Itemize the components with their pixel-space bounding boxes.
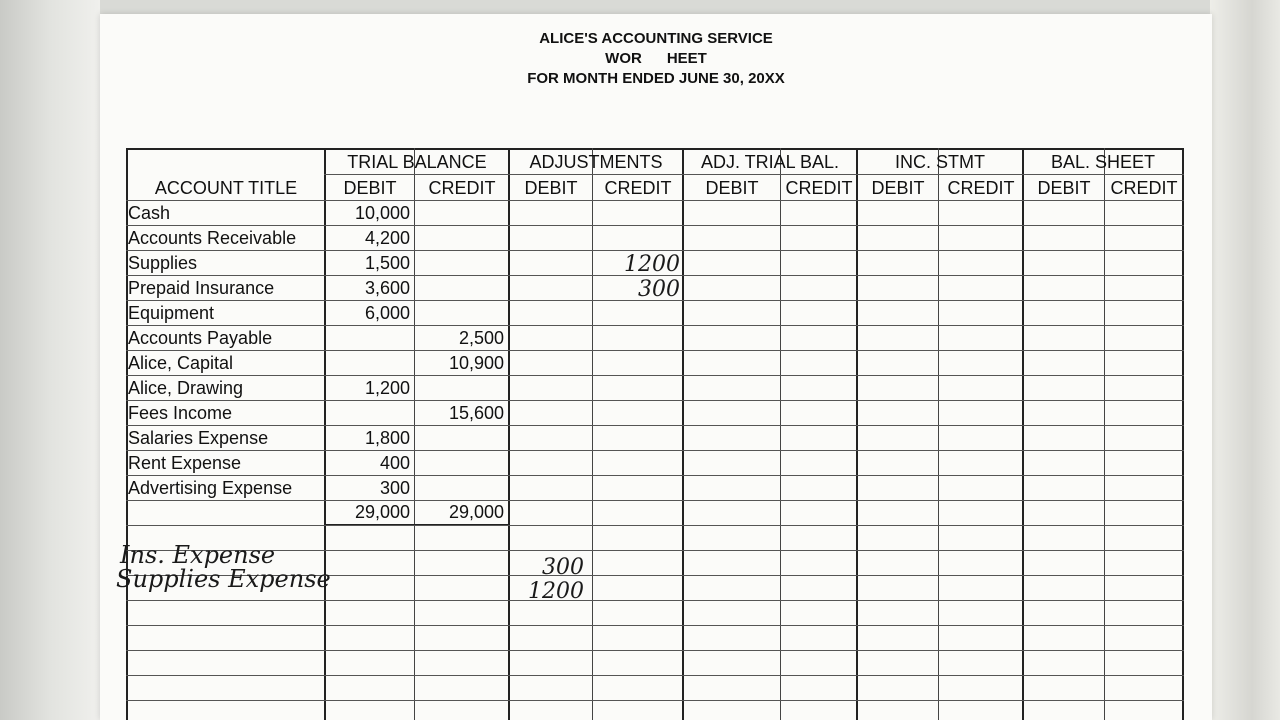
- group-inc-stmt: INC. STMT: [895, 152, 985, 172]
- account-title-alice-capital: Alice, Capital: [128, 353, 234, 373]
- account-title-accounts-payable: Accounts Payable: [128, 328, 273, 348]
- tb-debit-prepaid-insurance: 3,600: [364, 278, 410, 298]
- tb-credit-fees-income: 15,600: [448, 403, 504, 423]
- document-title: WOR HEET: [605, 50, 707, 67]
- group-trial-balance: TRIAL BALANCE: [347, 152, 487, 172]
- adj-credit-header: CREDIT: [604, 178, 672, 198]
- tb-credit-header: CREDIT: [428, 178, 496, 198]
- adj-debit-ins-expense: 300: [542, 555, 584, 580]
- added-account-supplies-expense: Supplies Expense: [116, 565, 331, 593]
- group-adjustments: ADJUSTMENTS: [529, 152, 663, 172]
- account-title-prepaid-insurance: Prepaid Insurance: [128, 278, 275, 298]
- account-title-advertising-expense: Advertising Expense: [128, 478, 293, 498]
- account-title-fees-income: Fees Income: [128, 403, 233, 423]
- bs-credit-header: CREDIT: [1110, 178, 1178, 198]
- tb-debit-supplies: 1,500: [364, 253, 410, 273]
- group-bal-sheet: BAL. SHEET: [1050, 152, 1156, 172]
- adj-debit-header: DEBIT: [524, 178, 578, 198]
- account-title-accounts-receivable: Accounts Receivable: [128, 228, 297, 248]
- group-adj-trial-bal: ADJ. TRIAL BAL.: [700, 152, 840, 172]
- adj-credit-prepaid-insurance: 300: [638, 277, 680, 302]
- right-frame: [1210, 0, 1280, 720]
- tb-debit-equipment: 6,000: [364, 303, 410, 323]
- tb-debit-rent-expense: 400: [379, 453, 410, 473]
- tb-credit-alice-capital: 10,900: [448, 353, 504, 373]
- adj-debit-supplies-expense: 1200: [528, 579, 584, 604]
- tb-credit-total: 29,000: [448, 502, 504, 522]
- adj-credit-supplies: 1200: [624, 252, 680, 277]
- account-title-salaries-expense: Salaries Expense: [128, 428, 269, 448]
- tb-debit-total: 29,000: [354, 502, 410, 522]
- account-title-supplies: Supplies: [128, 253, 198, 273]
- worksheet-grid: [116, 148, 1184, 720]
- added-account-ins-expense: Ins. Expense: [120, 541, 276, 569]
- tb-debit-accounts-receivable: 4,200: [364, 228, 410, 248]
- is-debit-header: DEBIT: [871, 178, 925, 198]
- tb-debit-alice-drawing: 1,200: [364, 378, 410, 398]
- account-title-equipment: Equipment: [128, 303, 215, 323]
- left-frame: [0, 0, 100, 720]
- tb-debit-salaries-expense: 1,800: [364, 428, 410, 448]
- account-title-rent-expense: Rent Expense: [128, 453, 242, 473]
- tb-credit-accounts-payable: 2,500: [458, 328, 504, 348]
- company-name: ALICE'S ACCOUNTING SERVICE: [539, 30, 773, 47]
- tb-debit-header: DEBIT: [343, 178, 397, 198]
- period-line: FOR MONTH ENDED JUNE 30, 20XX: [527, 70, 785, 87]
- tb-debit-cash: 10,000: [354, 203, 410, 223]
- atb-credit-header: CREDIT: [785, 178, 853, 198]
- account-title-alice-drawing: Alice, Drawing: [128, 378, 244, 398]
- is-credit-header: CREDIT: [947, 178, 1015, 198]
- tb-debit-advertising-expense: 300: [379, 478, 410, 498]
- atb-debit-header: DEBIT: [705, 178, 759, 198]
- bs-debit-header: DEBIT: [1037, 178, 1091, 198]
- account-title-cash: Cash: [128, 203, 171, 223]
- account-title-header: ACCOUNT TITLE: [154, 178, 298, 198]
